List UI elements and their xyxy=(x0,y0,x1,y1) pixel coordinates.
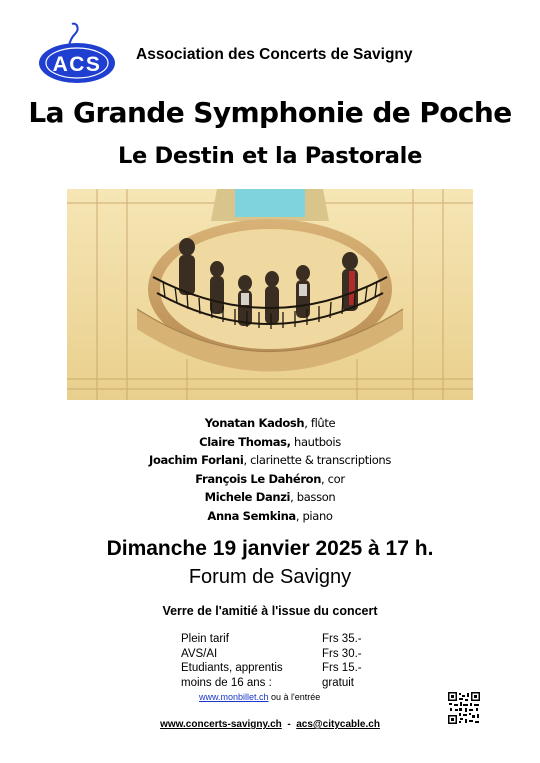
performer-item: Joachim Forlani, clarinette & transcriptions xyxy=(149,453,391,468)
ticket-suffix: ou à l'entrée xyxy=(268,692,321,702)
ensemble-photo xyxy=(67,189,473,400)
price-value: Frs 35.- xyxy=(322,633,362,645)
performer-name: Yonatan Kadosh xyxy=(204,416,305,430)
price-category: AVS/AI xyxy=(181,647,218,660)
price-row xyxy=(181,632,362,647)
organization-name: Association des Concerts de Savigny xyxy=(136,46,413,63)
qr-code-icon xyxy=(448,692,480,724)
performer-role: cor xyxy=(327,471,345,486)
email-link[interactable]: acs@citycable.ch xyxy=(296,719,380,730)
price-row xyxy=(181,647,362,662)
performer-item xyxy=(0,433,540,452)
concert-date: Dimanche 19 janvier 2025 à 17 h. xyxy=(106,537,434,560)
performer-role: flûte xyxy=(310,416,336,430)
price-row xyxy=(181,676,362,691)
price-table xyxy=(181,632,362,690)
website-link[interactable]: www.concerts-savigny.ch xyxy=(160,719,282,730)
price-category: Etudiants, apprentis xyxy=(181,662,283,674)
price-row xyxy=(181,661,362,676)
performer-role: clarinette & transcriptions xyxy=(250,453,391,468)
performer-name: Michele Danzi xyxy=(204,490,291,505)
performer-list xyxy=(0,414,540,526)
concert-title: La Grande Symphonie de Poche xyxy=(28,96,512,129)
performer-item: Michele Danzi, basson xyxy=(204,490,336,505)
performer-name: Claire Thomas, xyxy=(199,434,291,449)
performer-item: François Le Dahéron, cor xyxy=(195,471,345,486)
acs-logo xyxy=(36,18,118,90)
price-category: moins de 16 ans : xyxy=(181,676,272,689)
ticket-info xyxy=(199,692,320,702)
contact-separator: - xyxy=(281,719,297,730)
concert-venue: Forum de Savigny xyxy=(188,566,352,588)
price-value: Frs 30.- xyxy=(322,647,362,660)
ticket-link[interactable]: www.monbillet.ch xyxy=(199,692,269,702)
price-category: Plein tarif xyxy=(181,633,229,645)
performer-name: Anna Semkina xyxy=(207,508,296,523)
price-value: Frs 15.- xyxy=(322,662,362,674)
reception-note: Verre de l'amitié à l'issue du concert xyxy=(162,604,378,618)
logo-text: ACS xyxy=(52,53,102,76)
performer-role: hautbois xyxy=(294,434,341,449)
performer-role: basson xyxy=(296,490,336,505)
treble-clef-logo xyxy=(36,18,118,90)
price-value: gratuit xyxy=(322,676,354,689)
performer-name: François Le Dahéron xyxy=(195,471,322,486)
performer-name: Joachim Forlani xyxy=(149,453,244,468)
performer-item: Anna Semkina, piano xyxy=(207,508,333,523)
performer-item: Yonatan Kadosh, flûte xyxy=(204,416,336,430)
performer-role: piano xyxy=(302,508,333,523)
concert-subtitle: Le Destin et la Pastorale xyxy=(117,143,423,169)
